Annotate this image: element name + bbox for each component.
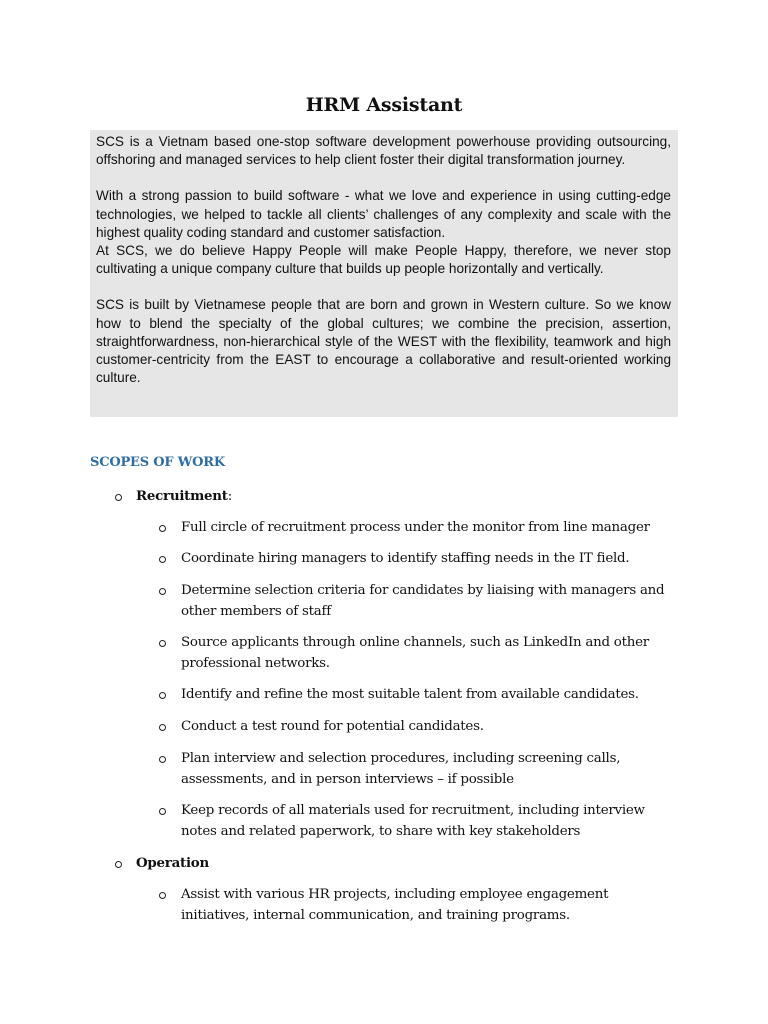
scope-label: Recruitment: [136, 488, 228, 504]
intro-paragraph-2: With a strong passion to build software - what we love and experience in using cutting-edge technologies, we helped to tackle all clients’ challenges of any complexity and scale with the highest quality coding standard and customer satisfaction.: [96, 188, 671, 240]
scope-item-operation: [136, 853, 209, 874]
page-title: HRM Assistant: [305, 94, 463, 116]
list-item: Assist with various HR projects, including employee engagement initiatives, internal communication, and training programs.: [181, 887, 609, 923]
list-item: Identify and refine the most suitable talent from available candidates.: [181, 687, 639, 702]
hollow-bullet-icon: [115, 494, 122, 501]
scope-label: Operation: [136, 855, 209, 871]
list-item: Conduct a test round for potential candidates.: [181, 719, 484, 734]
hollow-bullet-icon: [159, 640, 166, 647]
list-item: Full circle of recruitment process under the monitor from line manager: [181, 520, 650, 535]
hollow-bullet-icon: [159, 556, 166, 563]
list-item: Keep records of all materials used for recruitment, including interview notes and related paperwork, to share with key stakeholders: [181, 803, 645, 839]
list-item: Coordinate hiring managers to identify staffing needs in the IT field.: [181, 551, 630, 566]
company-intro-box: [90, 130, 678, 417]
list-item: Plan interview and selection procedures, including screening calls, assessments, and in person interviews – if possible: [181, 751, 621, 787]
list-item: Determine selection criteria for candidates by liaising with managers and other members of staff: [181, 583, 665, 619]
section-heading-scopes: SCOPES OF WORK: [90, 455, 225, 470]
intro-paragraph-1: SCS is a Vietnam based one-stop software development powerhouse providing outsourcing, offshoring and managed services to help client foster their digital transformation journey.: [96, 134, 671, 168]
intro-paragraph-3: At SCS, we do believe Happy People will make People Happy, therefore, we never stop cultivating a unique company culture that builds up people horizontally and vertically.: [96, 243, 671, 277]
hollow-bullet-icon: [159, 892, 166, 899]
hollow-bullet-icon: [159, 724, 166, 731]
intro-paragraph-4: SCS is built by Vietnamese people that are born and grown in Western culture. So we know how to blend the specialty of the global cultures; we combine the precision, assertion, straightforwardness, non-hierarchical style of the WEST with the flexibility, teamwork and high customer-centricity from the EAST to encourage a collaborative and result-oriented working culture.: [96, 297, 671, 386]
scope-label-suffix: :: [227, 489, 232, 504]
hollow-bullet-icon: [159, 756, 166, 763]
hollow-bullet-icon: [159, 692, 166, 699]
hollow-bullet-icon: [115, 861, 122, 868]
hollow-bullet-icon: [159, 588, 166, 595]
scope-item-recruitment: [136, 486, 232, 507]
list-item: Source applicants through online channels, such as LinkedIn and other professional networks.: [181, 635, 649, 671]
hollow-bullet-icon: [159, 525, 166, 532]
hollow-bullet-icon: [159, 808, 166, 815]
